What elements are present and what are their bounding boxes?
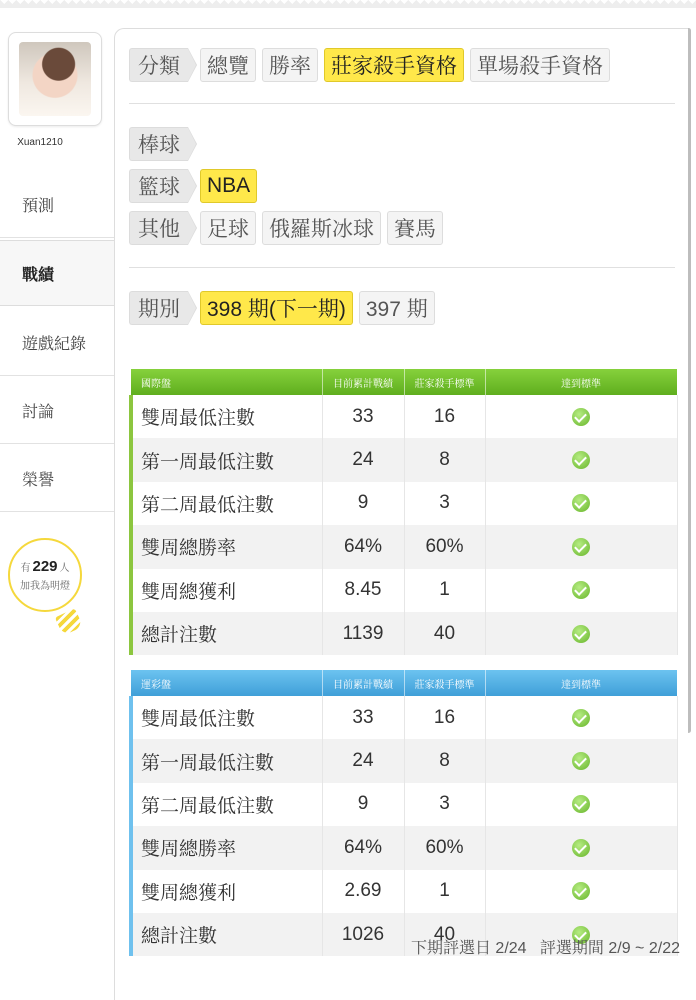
top-decoration — [0, 0, 696, 8]
nav-item-honor[interactable]: 榮譽 — [0, 446, 116, 512]
header-current: 目前累計戰績 — [322, 369, 404, 395]
evaluation-footer — [411, 935, 680, 958]
table-row — [131, 696, 677, 739]
table-row — [131, 395, 677, 438]
row-current: 1026 — [322, 913, 404, 956]
table-row — [131, 612, 677, 655]
category-option-overview[interactable]: 總覽 — [200, 48, 256, 82]
international-table — [129, 369, 678, 655]
row-label: 雙周最低注數 — [131, 696, 322, 739]
check-icon — [572, 581, 590, 599]
row-standard: 60% — [404, 525, 485, 568]
sidebar — [0, 20, 116, 1000]
row-label: 總計注數 — [131, 913, 322, 956]
row-standard: 40 — [404, 913, 485, 956]
row-standard: 1 — [404, 870, 485, 913]
username: Xuan1210 — [17, 137, 63, 148]
row-current: 9 — [322, 482, 404, 525]
fans-prefix: 有 — [20, 563, 31, 574]
other-option-hockey[interactable]: 俄羅斯冰球 — [262, 211, 381, 245]
category-option-single-killer[interactable]: 單場殺手資格 — [470, 48, 610, 82]
header-reached: 達到標準 — [485, 670, 677, 696]
row-standard: 8 — [404, 739, 485, 782]
row-label: 第二周最低注數 — [131, 783, 322, 826]
table-row — [131, 826, 677, 869]
row-label: 雙周總勝率 — [131, 826, 322, 869]
row-current: 24 — [322, 438, 404, 481]
row-label: 雙周總獲利 — [131, 870, 322, 913]
evaluation-period: 評選期間 2/9 ~ 2/22 — [539, 940, 680, 957]
avatar[interactable] — [19, 42, 91, 116]
divider — [129, 267, 675, 268]
table-header-row — [131, 670, 677, 696]
table-row — [131, 482, 677, 525]
row-label: 第一周最低注數 — [131, 438, 322, 481]
period-filter — [129, 290, 441, 326]
row-standard: 1 — [404, 569, 485, 612]
lottery-title: 運彩盤 — [131, 670, 322, 696]
check-icon — [572, 451, 590, 469]
baseball-filter — [129, 126, 200, 162]
row-standard: 3 — [404, 783, 485, 826]
nav-item-discussion[interactable]: 討論 — [0, 378, 116, 444]
row-current: 64% — [322, 826, 404, 869]
table-header-row — [131, 369, 677, 395]
basketball-option-nba[interactable]: NBA — [200, 169, 257, 203]
basketball-label: 籃球 — [129, 169, 188, 203]
category-option-banker-killer[interactable]: 莊家殺手資格 — [324, 48, 464, 82]
table-row — [131, 783, 677, 826]
period-label: 期別 — [129, 291, 188, 325]
period-option-397[interactable]: 397 期 — [359, 291, 435, 325]
row-current: 9 — [322, 783, 404, 826]
avatar-frame[interactable] — [8, 32, 102, 126]
category-option-winrate[interactable]: 勝率 — [262, 48, 318, 82]
row-label: 第二周最低注數 — [131, 482, 322, 525]
row-label: 總計注數 — [131, 612, 322, 655]
row-current: 2.69 — [322, 870, 404, 913]
other-option-soccer[interactable]: 足球 — [200, 211, 256, 245]
row-label: 第一周最低注數 — [131, 739, 322, 782]
row-standard: 60% — [404, 826, 485, 869]
check-icon — [572, 494, 590, 512]
check-icon — [572, 408, 590, 426]
row-current: 33 — [322, 395, 404, 438]
fans-suffix: 人 — [59, 563, 70, 574]
nav-item-game-log[interactable]: 遊戲紀錄 — [0, 310, 116, 376]
nav-item-predict[interactable]: 預測 — [0, 172, 116, 238]
table-row — [131, 739, 677, 782]
fans-bulb[interactable] — [8, 538, 82, 612]
check-icon — [572, 882, 590, 900]
row-current: 33 — [322, 696, 404, 739]
row-label: 雙周總勝率 — [131, 525, 322, 568]
fans-label: 加我為明燈 — [20, 581, 70, 592]
baseball-label[interactable]: 棒球 — [129, 127, 188, 161]
check-icon — [572, 839, 590, 857]
header-standard: 莊家殺手標準 — [404, 369, 485, 395]
other-option-horse[interactable]: 賽馬 — [387, 211, 443, 245]
row-standard: 16 — [404, 696, 485, 739]
row-current: 8.45 — [322, 569, 404, 612]
check-icon — [572, 709, 590, 727]
next-evaluation-date: 下期評選日 2/24 — [410, 940, 527, 957]
row-current: 64% — [322, 525, 404, 568]
row-standard: 40 — [404, 612, 485, 655]
other-filter — [129, 210, 449, 246]
nav-item-record[interactable]: 戰績 — [0, 240, 116, 306]
check-icon — [572, 625, 590, 643]
other-label: 其他 — [129, 211, 188, 245]
lottery-table — [129, 670, 678, 956]
check-icon — [572, 752, 590, 770]
row-standard: 8 — [404, 438, 485, 481]
row-label: 雙周最低注數 — [131, 395, 322, 438]
row-label: 雙周總獲利 — [131, 569, 322, 612]
check-icon — [572, 538, 590, 556]
bulb-icon — [55, 608, 83, 635]
header-standard: 莊家殺手標準 — [404, 670, 485, 696]
row-current: 1139 — [322, 612, 404, 655]
table-row — [131, 525, 677, 568]
international-title: 國際盤 — [131, 369, 322, 395]
table-row — [131, 870, 677, 913]
fans-count: 229 — [32, 558, 58, 575]
basketball-filter — [129, 168, 263, 204]
category-label: 分類 — [129, 48, 188, 82]
table-row — [131, 569, 677, 612]
divider — [129, 103, 675, 104]
check-icon — [572, 795, 590, 813]
main-panel — [114, 28, 688, 1000]
table-row — [131, 438, 677, 481]
row-current: 24 — [322, 739, 404, 782]
header-reached: 達到標準 — [485, 369, 677, 395]
header-current: 目前累計戰績 — [322, 670, 404, 696]
row-standard: 3 — [404, 482, 485, 525]
row-standard: 16 — [404, 395, 485, 438]
period-option-398[interactable]: 398 期(下一期) — [200, 291, 353, 325]
category-filter — [129, 47, 616, 83]
